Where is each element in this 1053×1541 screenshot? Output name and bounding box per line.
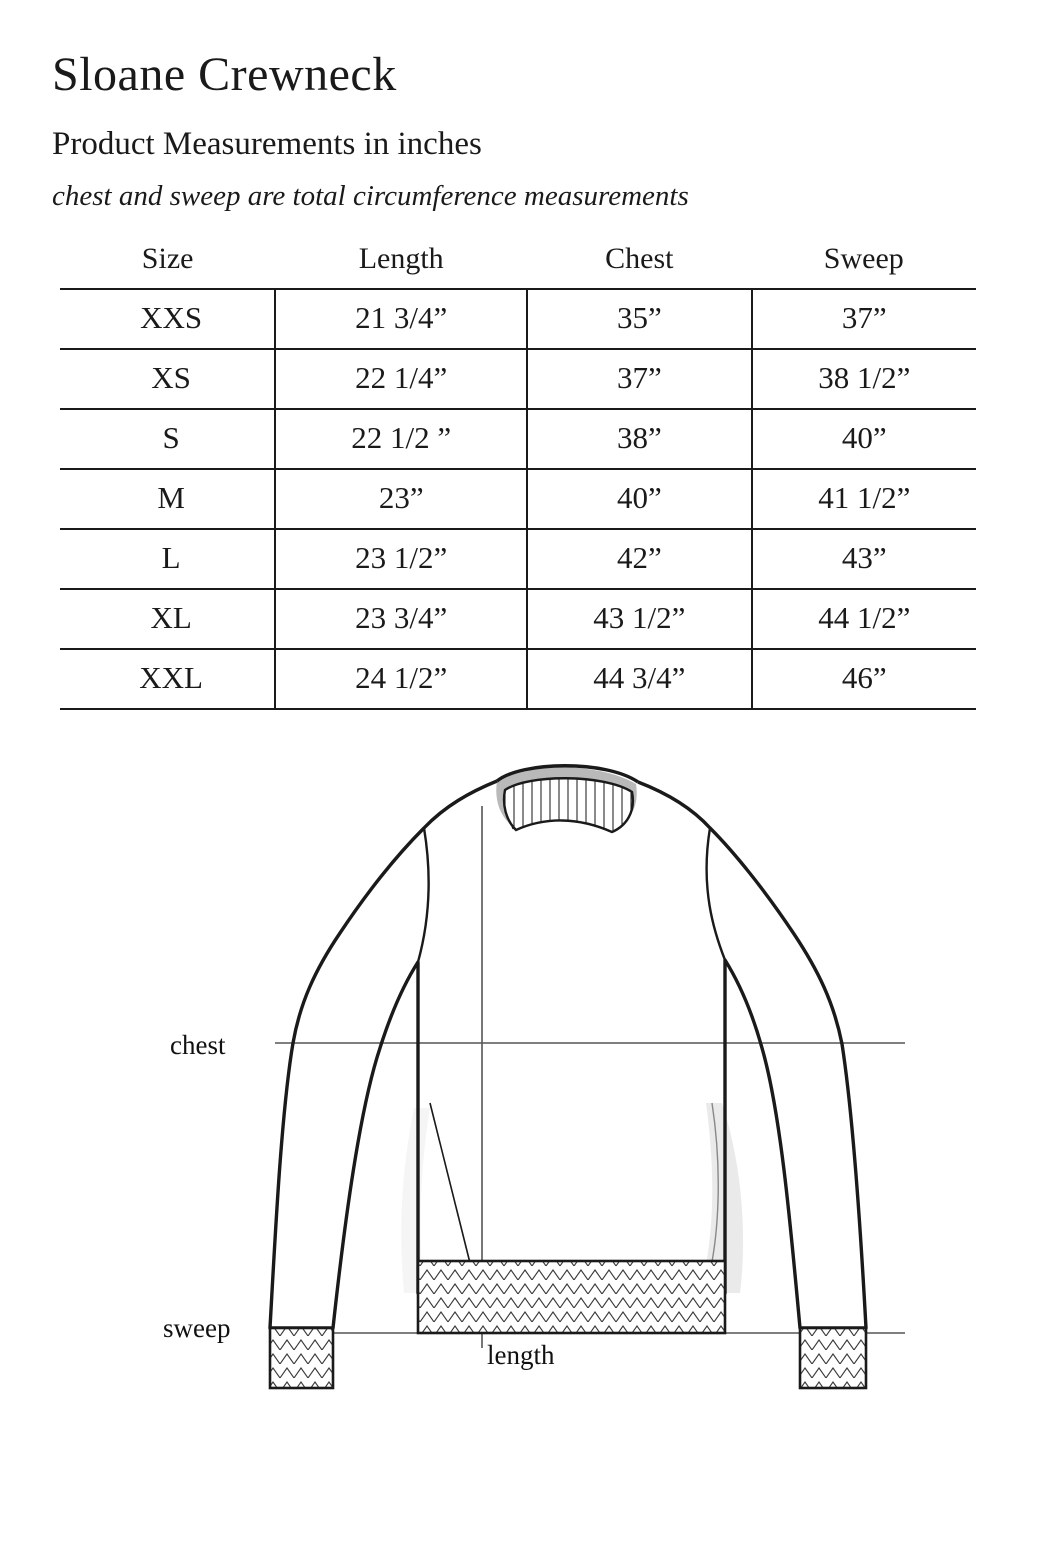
cell-length: 21 3/4” xyxy=(275,289,527,349)
sweater-illustration xyxy=(0,748,1053,1428)
label-sweep: sweep xyxy=(163,1313,231,1343)
cuff-ribbing-right xyxy=(800,1328,866,1388)
hem-ribbing xyxy=(418,1261,725,1333)
cell-size: XXS xyxy=(60,289,275,349)
table-row xyxy=(60,409,976,469)
cell-sweep: 46” xyxy=(752,649,976,709)
collar-ribbing xyxy=(504,778,633,832)
column-header-sweep: Sweep xyxy=(823,242,904,275)
cell-chest: 37” xyxy=(527,349,751,409)
cell-chest: 38” xyxy=(527,409,751,469)
cell-length: 23 1/2” xyxy=(275,529,527,589)
cell-chest: 42” xyxy=(527,529,751,589)
cell-size: M xyxy=(60,469,275,529)
cell-size: XXL xyxy=(60,649,275,709)
cell-chest: 35” xyxy=(527,289,751,349)
cell-length: 23 3/4” xyxy=(275,589,527,649)
cell-chest: 44 3/4” xyxy=(527,649,751,709)
table-header-row xyxy=(60,238,976,289)
cell-sweep: 43” xyxy=(752,529,976,589)
size-table xyxy=(60,238,976,710)
measurement-note: chest and sweep are total circumference measurements xyxy=(52,180,689,212)
page-title: Sloane Crewneck xyxy=(52,48,397,101)
table-row xyxy=(60,589,976,649)
cell-length: 22 1/2 ” xyxy=(275,409,527,469)
cell-sweep: 44 1/2” xyxy=(752,589,976,649)
table-row xyxy=(60,289,976,349)
column-header-chest: Chest xyxy=(605,242,674,275)
size-table-container xyxy=(60,238,976,710)
cell-length: 24 1/2” xyxy=(275,649,527,709)
cell-length: 23” xyxy=(275,469,527,529)
cell-sweep: 38 1/2” xyxy=(752,349,976,409)
cell-chest: 40” xyxy=(527,469,751,529)
cell-sweep: 40” xyxy=(752,409,976,469)
sweater-body xyxy=(270,766,866,1328)
cell-size: L xyxy=(60,529,275,589)
label-length: length xyxy=(487,1340,555,1370)
cell-chest: 43 1/2” xyxy=(527,589,751,649)
table-row xyxy=(60,469,976,529)
table-row xyxy=(60,349,976,409)
label-chest: chest xyxy=(170,1030,226,1060)
column-header-size: Size xyxy=(141,242,194,275)
table-body xyxy=(60,289,976,709)
cell-size: S xyxy=(60,409,275,469)
cell-sweep: 37” xyxy=(752,289,976,349)
table-row xyxy=(60,649,976,709)
table-header xyxy=(60,238,976,289)
cell-size: XL xyxy=(60,589,275,649)
cell-length: 22 1/4” xyxy=(275,349,527,409)
table-row xyxy=(60,529,976,589)
column-header-length: Length xyxy=(358,242,444,275)
cell-size: XS xyxy=(60,349,275,409)
cuff-ribbing-left xyxy=(270,1328,333,1388)
garment-diagram xyxy=(0,748,1053,1428)
cell-sweep: 41 1/2” xyxy=(752,469,976,529)
page-subtitle: Product Measurements in inches xyxy=(52,126,482,162)
